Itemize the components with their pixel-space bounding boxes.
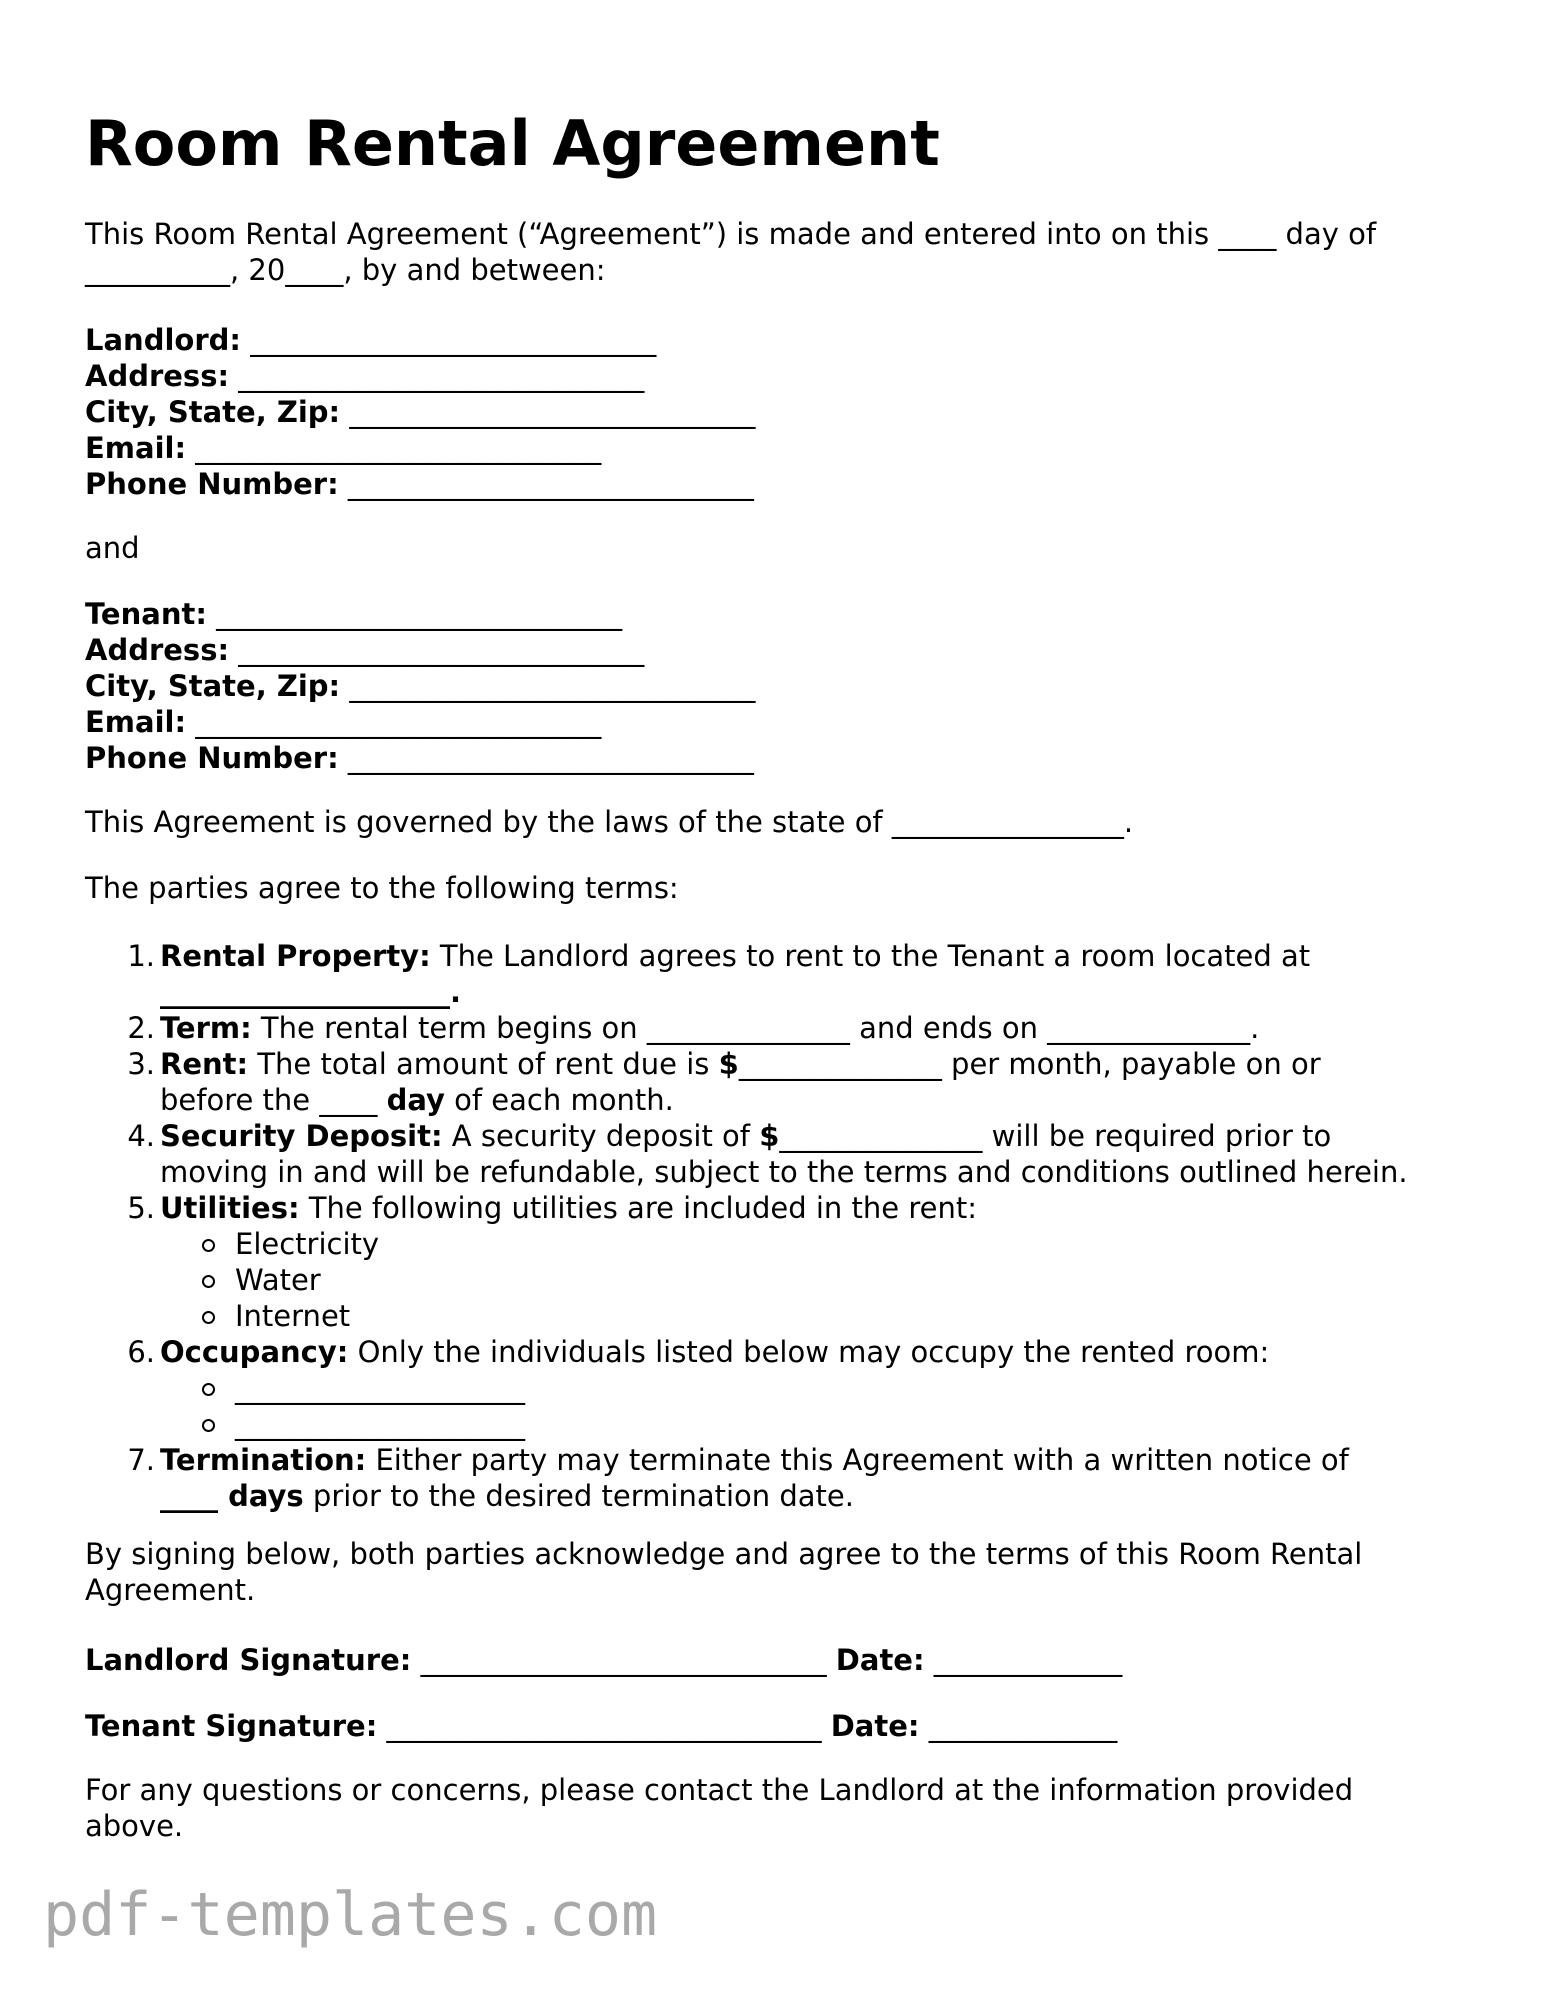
tenant-address-field: Address: ____________________________	[85, 633, 645, 667]
intro-line-2: __________, 20____, by and between:	[85, 253, 606, 287]
intro-paragraph	[85, 216, 1376, 288]
occupant-item: ____________________	[85, 1406, 1408, 1442]
tenant-name-field: Tenant: ____________________________	[85, 597, 623, 631]
contact-paragraph: For any questions or concerns, please contact the Landlord at the information provided above.	[85, 1773, 1354, 1843]
term-item-utilities: 5. Utilities: The following utilities are included in the rent:	[85, 1190, 1408, 1226]
term-item-termination: 7. Termination: Either party may terminate this Agreement with a written notice of ____ days prior to the desired termination date.	[85, 1442, 1408, 1514]
term-item-rental-property: 1. Rental Property: The Landlord agrees to rent to the Tenant a room located at ____________________.	[85, 938, 1408, 1010]
term-title: Security Deposit:	[160, 1119, 443, 1153]
landlord-date-label: Date:	[835, 1643, 925, 1677]
landlord-address-field: Address: ____________________________	[85, 359, 645, 393]
landlord-signature-line	[85, 1642, 1122, 1678]
bullet-icon	[202, 1275, 215, 1288]
bullet-icon	[202, 1311, 215, 1324]
bullet-icon	[202, 1419, 215, 1432]
term-item-rent: 3. Rent: The total amount of rent due is $______________ per month, payable on or before the ____ day of each month.	[85, 1046, 1408, 1118]
document-title: Room Rental Agreement	[85, 107, 940, 180]
and-text: and	[85, 531, 140, 565]
landlord-date-blank: _____________	[933, 1643, 1123, 1677]
term-number: 6.	[127, 1335, 155, 1369]
landlord-info-block	[85, 322, 755, 502]
bullet-icon	[202, 1383, 215, 1396]
tenant-date-blank: _____________	[928, 1709, 1118, 1743]
tenant-info-block	[85, 596, 755, 776]
term-title: Rental Property:	[160, 939, 431, 973]
term-number: 5.	[127, 1191, 155, 1225]
term-number: 3.	[127, 1047, 155, 1081]
landlord-email-field: Email: ____________________________	[85, 431, 602, 465]
term-item-security-deposit: 4. Security Deposit: A security deposit of $______________ will be required prior to moving in and will be refundable, subject to the terms and conditions outlined herein.	[85, 1118, 1408, 1190]
term-item-term: 2. Term: The rental term begins on ______________ and ends on ______________.	[85, 1010, 1408, 1046]
tenant-signature-line	[85, 1708, 1117, 1744]
landlord-name-field: Landlord: ____________________________	[85, 323, 657, 357]
landlord-city-field: City, State, Zip: ____________________________	[85, 395, 756, 429]
tenant-date-label: Date:	[830, 1709, 920, 1743]
tenant-signature-label: Tenant Signature:	[85, 1709, 378, 1743]
tenant-email-field: Email: ____________________________	[85, 705, 602, 739]
term-number: 1.	[127, 939, 155, 973]
term-title: Term:	[160, 1011, 252, 1045]
watermark: pdf-templates.com	[43, 1880, 658, 1950]
intro-line-1: This Room Rental Agreement (“Agreement”) is made and entered into on this ____ day of	[85, 217, 1377, 251]
term-number: 2.	[127, 1011, 155, 1045]
term-number: 7.	[127, 1443, 155, 1477]
governing-law-text: This Agreement is governed by the laws of the state of ________________.	[85, 805, 1134, 839]
utility-item: Internet	[85, 1298, 1408, 1334]
terms-list	[85, 938, 1408, 1514]
term-title: Utilities:	[160, 1191, 300, 1225]
term-number: 4.	[127, 1119, 155, 1153]
term-item-occupancy: 6. Occupancy: Only the individuals listed below may occupy the rented room:	[85, 1334, 1408, 1370]
tenant-phone-field: Phone Number: ____________________________	[85, 741, 754, 775]
occupant-item: ____________________	[85, 1370, 1408, 1406]
term-title: Rent:	[160, 1047, 249, 1081]
utility-item: Electricity	[85, 1226, 1408, 1262]
terms-intro-text: The parties agree to the following terms:	[85, 871, 679, 905]
landlord-phone-field: Phone Number: ____________________________	[85, 467, 754, 501]
term-title: Occupancy:	[160, 1335, 349, 1369]
utility-item: Water	[85, 1262, 1408, 1298]
acknowledgement-paragraph: By signing below, both parties acknowledge and agree to the terms of this Room Rental Agreement.	[85, 1537, 1363, 1607]
tenant-city-field: City, State, Zip: ____________________________	[85, 669, 756, 703]
landlord-signature-label: Landlord Signature:	[85, 1643, 412, 1677]
landlord-signature-blank: ____________________________	[420, 1643, 827, 1677]
bullet-icon	[202, 1239, 215, 1252]
term-title: Termination:	[160, 1443, 367, 1477]
tenant-signature-blank: ______________________________	[386, 1709, 822, 1743]
